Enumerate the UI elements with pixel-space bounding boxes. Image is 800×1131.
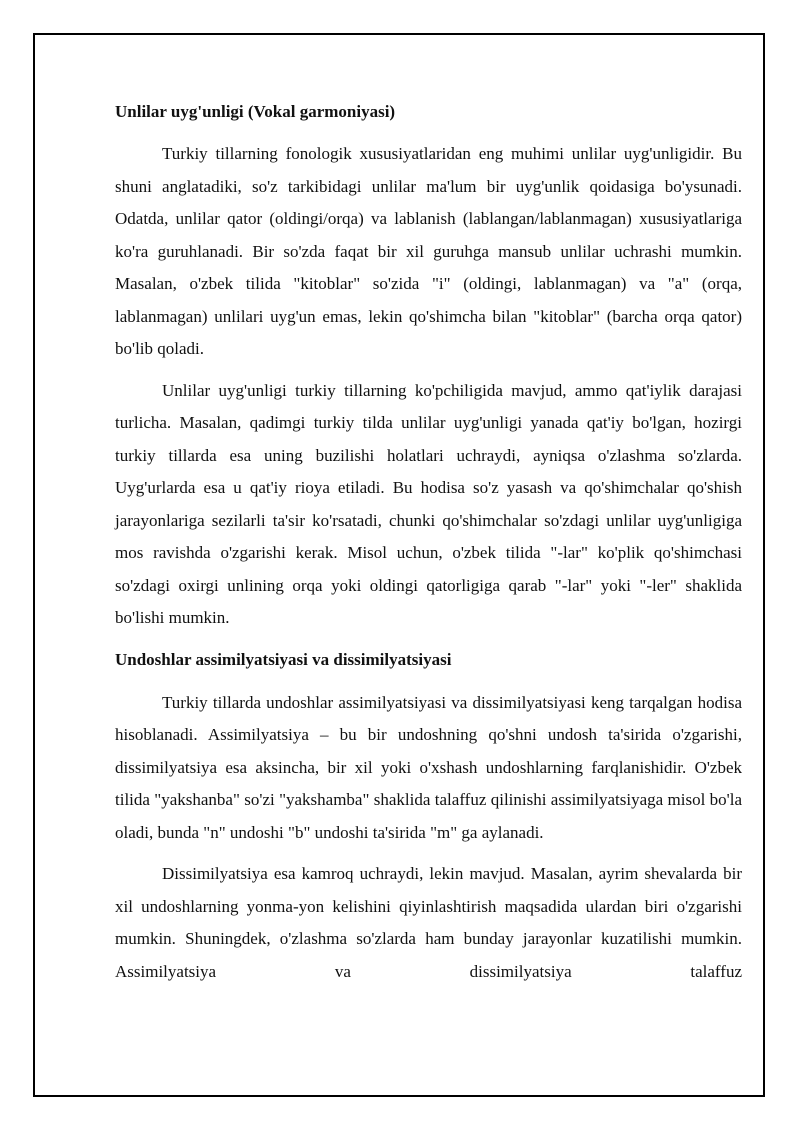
- paragraph-2: Unlilar uyg'unligi turkiy tillarning ko'pchiligida mavjud, ammo qat'iylik darajasi turlicha. Masalan, qadimgi turkiy tilda unlilar uyg'unligi yanada qat'iy bo'lgan, hozirgi turkiy tillarda esa uning buzilishi holatlari uchraydi, ayniqsa o'zlashma so'zlarda. Uyg'urlarda esa u qat'iy rioya etiladi. Bu hodisa so'z yasash va qo'shimchalar qo'shish jarayonlariga sezilarli ta'sir ko'rsatadi, chunki qo'shimchalar so'zdagi unlilar uyg'unligiga mos ravishda o'zgarishi kerak. Misol uchun, o'zbek tilida "-lar" ko'plik qo'shimchasi so'zdagi oxirgi unlining orqa yoki oldingi qatorligiga qarab "-lar" yoki "-ler" shaklida bo'lishi mumkin.: [115, 380, 742, 627]
- document-body: [115, 98, 742, 997]
- section-heading-consonant-assimilation: Undoshlar assimilyatsiyasi va dissimilyatsiyasi: [115, 649, 452, 669]
- section-heading-vowel-harmony: Unlilar uyg'unligi (Vokal garmoniyasi): [115, 102, 396, 121]
- paragraph-4: Dissimilyatsiya esa kamroq uchraydi, lekin mavjud. Masalan, ayrim shevalarda bir xil undoshlarning yonma-yon kelishini qiyinlashtirish maqsadida ulardan biri o'zgarishi mumkin. Shuningdek, o'zlashma so'zlarda ham bunday jarayonlar kuzatilishi mumkin. Assimilyatsiya va dissimilyatsiya talaffuz: [115, 864, 742, 981]
- paragraph-1: Turkiy tillarning fonologik xususiyatlaridan eng muhimi unlilar uyg'unligidir. Bu shuni anglatadiki, so'z tarkibidagi unlilar ma'lum bir uyg'unlik qoidasiga bo'ysunadi. Odatda, unlilar qator (oldingi/orqa) va lablanish (lablangan/lablanmagan) xususiyatlariga ko'ra guruhlanadi. Bir so'zda faqat bir xil guruhga mansub unlilar uchrashi mumkin. Masalan, o'zbek tilida "kitoblar" so'zida "i" (oldingi, lablanmagan) va "a" (orqa, lablanmagan) unlilari uyg'un emas, lekin qo'shimcha bilan "kitoblar" (barcha orqa qator) bo'lib qoladi.: [115, 144, 742, 358]
- paragraph-3: Turkiy tillarda undoshlar assimilyatsiyasi va dissimilyatsiyasi keng tarqalgan hodisa hisoblanadi. Assimilyatsiya – bu bir undoshning qo'shni undosh ta'sirida o'zgarishi, dissimilyatsiya esa aksincha, bir xil yoki o'xshash undoshlarning farqlanishidir. O'zbek tilida "yakshanba" so'zi "yakshamba" shaklida talaffuz qilinishi assimilyatsiyaga misol bo'la oladi, bunda "n" undoshi "b" undoshi ta'sirida "m" ga aylanadi.: [115, 692, 742, 842]
